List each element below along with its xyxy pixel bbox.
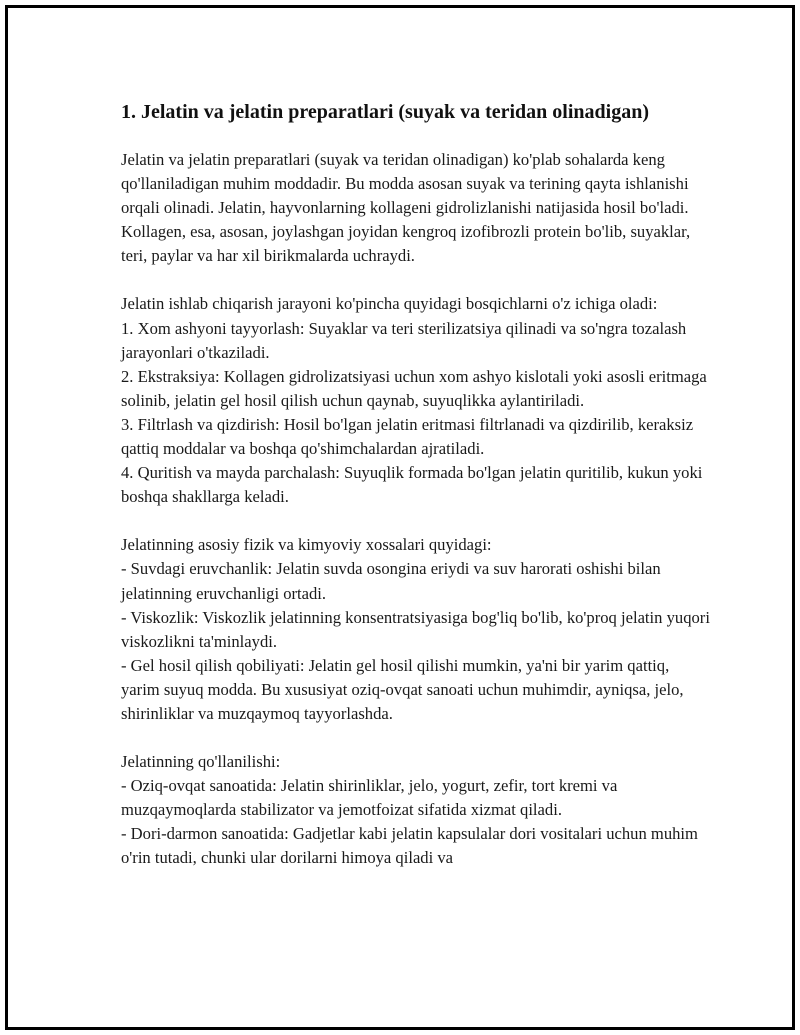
paragraph-gap [121, 509, 711, 533]
use-food-industry: - Oziq-ovqat sanoatida: Jelatin shirinliklar, jelo, yogurt, zefir, tort kremi va muzqaymoqlarda stabilizator va jemotfoizat sifatida xizmat qiladi. [121, 776, 618, 820]
process-step-1: 1. Xom ashyoni tayyorlash: Suyaklar va teri sterilizatsiya qilinadi va so'ngra tozalash jarayonlari o'tkaziladi. [121, 318, 687, 362]
paragraph-gap [121, 726, 711, 750]
property-solubility: - Suvdagi eruvchanlik: Jelatin suvda osongina eriydi va suv harorati oshishi bilan jelatinning eruvchanligi ortadi. [121, 559, 661, 603]
properties-intro: Jelatinning asosiy fizik va kimyoviy xossalari quyidagi: [121, 535, 492, 555]
process-step-2: 2. Ekstraksiya: Kollagen gidrolizatsiyasi uchun xom ashyo kislotali yoki asosli eritmaga solinib, jelatin gel hosil qilish uchun qaynab, suyuqlikka aylantiriladi. [121, 366, 707, 410]
property-viscosity: - Viskozlik: Viskozlik jelatinning konsentratsiyasiga bog'liq bo'lib, ko'proq jelatin yuqori viskozlikni ta'minlaydi. [121, 607, 710, 651]
paragraph-gap [121, 268, 711, 292]
process-step-4: 4. Quritish va mayda parchalash: Suyuqlik formada bo'lgan jelatin quritilib, kukun yoki boshqa shakllarga keladi. [121, 463, 703, 507]
document-body [121, 98, 711, 871]
process-intro: Jelatin ishlab chiqarish jarayoni ko'pincha quyidagi bosqichlarni o'z ichiga oladi: [121, 294, 658, 314]
page-frame [5, 5, 795, 1030]
uses-intro: Jelatinning qo'llanilishi: [121, 752, 281, 772]
intro-paragraph: Jelatin va jelatin preparatlari (suyak va teridan olinadigan) ko'plab sohalarda keng qo'llaniladigan muhim moddadir. Bu modda asosan suyak va terining qayta ishlanishi orqali olinadi. Jelatin, hayvonlarning kollageni gidrolizlanishi natijasida hosil bo'ladi. Kollagen, esa, asosan, joylashgan joyidan kengroq izofibrozli protein bo'lib, suyaklar, teri, paylar va har xil birikmalarda uchraydi. [121, 150, 691, 266]
use-pharmaceutical: - Dori-darmon sanoatida: Gadjetlar kabi jelatin kapsulalar dori vositalari uchun muhim o'rin tutadi, chunki ular dorilarni himoya qiladi va [121, 824, 698, 868]
property-gel-forming: - Gel hosil qilish qobiliyati: Jelatin gel hosil qilishi mumkin, ya'ni bir yarim qattiq, yarim suyuq modda. Bu xususiyat oziq-ovqat sanoati uchun muhimdir, ayniqsa, jelo, shirinliklar va muzqaymoq tayyorlashda. [121, 655, 684, 723]
process-step-3: 3. Filtrlash va qizdirish: Hosil bo'lgan jelatin eritmasi filtrlanadi va qizdirilib, keraksiz qattiq moddalar va boshqa qo'shimchalardan ajratiladi. [121, 414, 694, 459]
document-title: 1. Jelatin va jelatin preparatlari (suyak va teridan olinadigan) [121, 101, 649, 123]
